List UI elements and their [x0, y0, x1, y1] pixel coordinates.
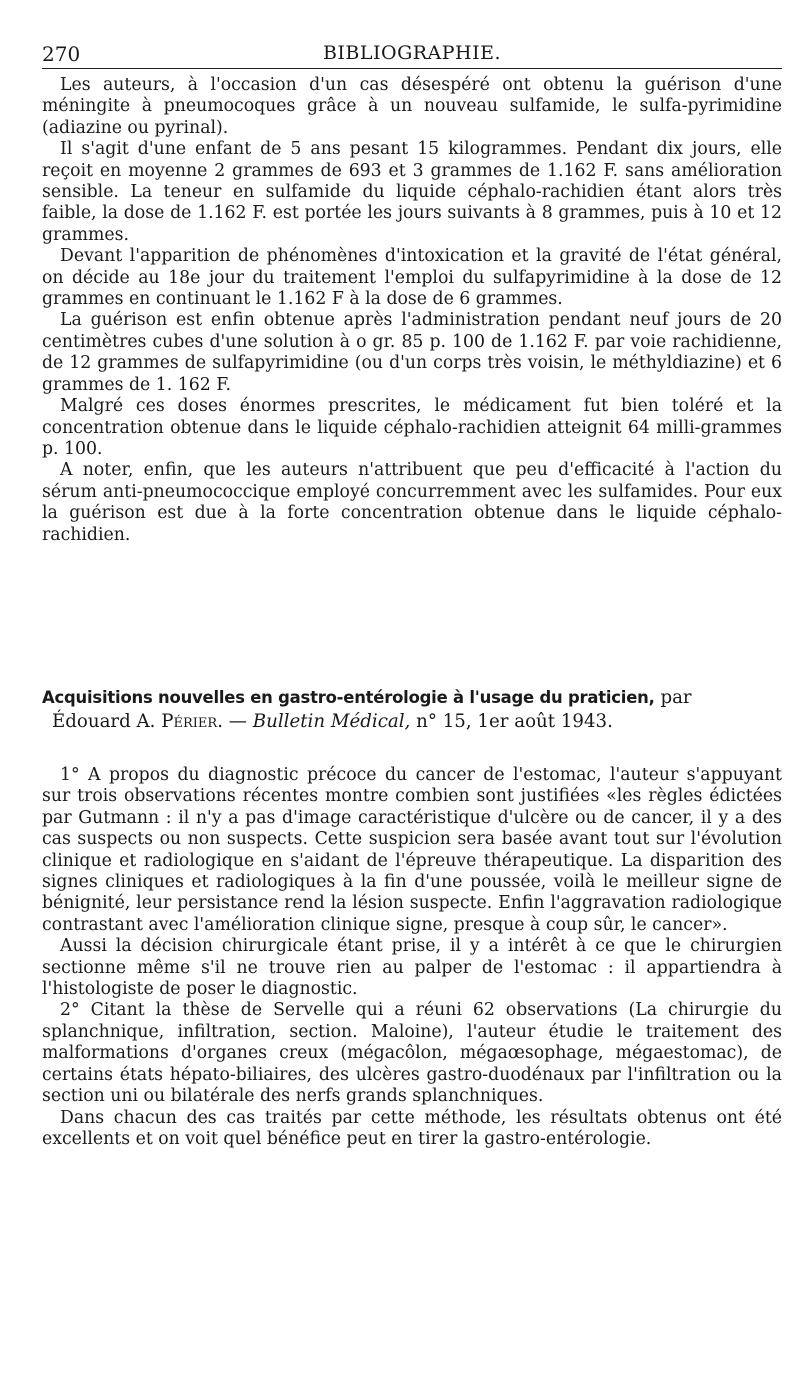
review-dash: — — [228, 711, 247, 732]
review-body-sulfamide — [42, 75, 782, 546]
paragraph: La guérison est enfin obtenue après l'administration pendant neuf jours de 20 centimètres cubes d'une solution à o gr. 85 p. 100 de 1.162 F. par voie rachidienne, de 12 grammes de sulfapyrimidine (ou d'un corps très voisin, le méthyldiazine) et 6 grammes de 1. 162 F. — [42, 310, 782, 395]
review-title: Acquisitions nouvelles en gastro-entérologie à l'usage du praticien, — [42, 688, 655, 707]
paragraph: Malgré ces doses énormes prescrites, le médicament fut bien toléré et la concentration obtenue dans le liquide céphalo-rachidien atteignit 64 milli-grammes p. 100. — [42, 396, 782, 459]
running-title: BIBLIOGRAPHIE. — [322, 42, 502, 64]
page-number: 270 — [42, 42, 81, 66]
review-body-gastro — [42, 765, 782, 1150]
paragraph: Devant l'apparition de phénomènes d'intoxication et la gravité de l'état général, on décide au 18e jour du traitement l'emploi du sulfapyrimidine à la dose de 12 grammes en continuant le 1.162 F à la dose de 6 grammes. — [42, 246, 782, 310]
page-header — [42, 40, 782, 69]
paragraph: Il s'agit d'une enfant de 5 ans pesant 15 kilogrammes. Pendant dix jours, elle reçoit en moyenne 2 grammes de 693 et 3 grammes de 1.162 F. sans amélioration sensible. La teneur en sulfamide du liquide céphalo-rachidien étant alors très faible, la dose de 1.162 F. est portée les jours suivants à 8 grammes, puis à 10 et 12 grammes. — [42, 139, 782, 245]
paragraph: A noter, enfin, que les auteurs n'attribuent que peu d'efficacité à l'action du sérum anti-pneumococcique employé concurremment avec les sulfamides. Pour eux la guérison est due à la forte concentration obtenue dans le liquide céphalo-rachidien. — [42, 460, 782, 545]
paragraph: Aussi la décision chirurgicale étant prise, il y a intérêt à ce que le chirurgien sectionne même s'il ne trouve rien au palper de l'estomac : il appartiendra à l'histologiste de poser le diagnostic. — [42, 936, 782, 1000]
review-author-first: Édouard A. — [52, 711, 156, 732]
review-par: par — [660, 687, 692, 708]
paragraph: 1° A propos du diagnostic précoce du cancer de l'estomac, l'auteur s'appuyant sur trois observations récentes montre combien sont justifiées «les règles édictées par Gutmann : il n'y a pas d'image caractéristique d'ulcère ou de cancer, il y a des cas suspects ou non suspects. Cette suspicion sera basée avant tout sur l'évolution clinique et radiologique en s'aidant de l'épreuve thérapeutique. La disparition des signes cliniques et radiologiques à la fin d'une poussée, voilà le meilleur signe de bénignité, leur persistance rend la lésion suspecte. Enfin l'aggravation radiologique contrastant avec l'amélioration clinique signe, presque à coup sûr, le cancer». — [42, 765, 782, 935]
review-journal: Bulletin Médical, — [252, 711, 411, 732]
review-issue: n° 15, 1er août 1943. — [416, 711, 613, 732]
review-author-last: Périer. — [161, 711, 223, 732]
paragraph: Les auteurs, à l'occasion d'un cas désespéré ont obtenu la guérison d'une méningite à pneumocoques grâce à un nouveau sulfamide, le sulfa-pyrimidine (adiazine ou pyrinal). — [42, 75, 782, 138]
paragraph: 2° Citant la thèse de Servelle qui a réuni 62 observations (La chirurgie du splanchnique, infiltration, section. Maloine), l'auteur étudie le traitement des malformations d'organes creux (mégacôlon, mégaœsophage, mégaestomac), de certains états hépato-biliaires, des ulcères gastro-duodénaux par l'infiltration ou la section uni ou bilatérale des nerfs grands splanchniques. — [42, 1000, 782, 1107]
review-heading — [42, 686, 782, 734]
paragraph: Dans chacun des cas traités par cette méthode, les résultats obtenus ont été excellents et on voit quel bénéfice peut en tirer la gastro-entérologie. — [42, 1107, 782, 1149]
